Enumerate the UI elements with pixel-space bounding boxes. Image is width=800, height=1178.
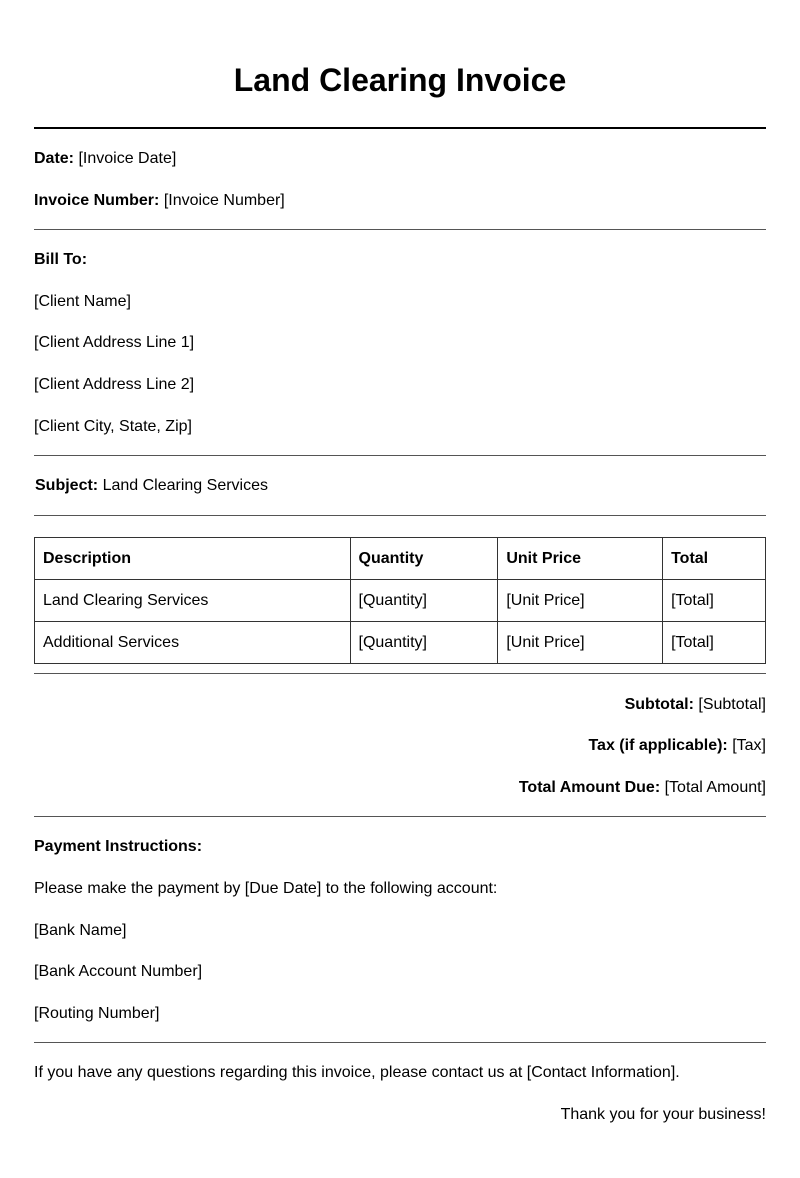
thanks-text: Thank you for your business!	[560, 1106, 766, 1123]
invoice-number-label: Invoice Number:	[34, 192, 160, 209]
contact-text: If you have any questions regarding this invoice, please contact us at [Contact Information].	[34, 1064, 680, 1081]
divider-table	[34, 673, 766, 674]
divider-title	[34, 127, 766, 129]
tax	[588, 736, 766, 756]
bank-name: [Bank Name]	[34, 922, 127, 939]
subject-label: Subject:	[35, 477, 99, 494]
invoice-number-value: [Invoice Number]	[163, 192, 285, 209]
row-quantity: [Quantity]	[350, 580, 498, 622]
tax-label: Tax (if applicable):	[588, 737, 728, 754]
header-quantity: Quantity	[350, 538, 498, 580]
table-row	[35, 580, 766, 622]
client-address-line-2: [Client Address Line 2]	[34, 376, 195, 393]
subtotal	[625, 695, 766, 715]
divider-subject	[34, 515, 766, 516]
row-description: Land Clearing Services	[35, 580, 351, 622]
divider-payment	[34, 1042, 766, 1043]
divider-totals	[34, 816, 766, 817]
total-amount-value: [Total Amount]	[664, 779, 766, 796]
row-total: [Total]	[663, 622, 766, 664]
row-description: Additional Services	[35, 622, 351, 664]
total-amount-label: Total Amount Due:	[518, 779, 661, 796]
bank-account-number: [Bank Account Number]	[34, 963, 203, 980]
bill-to-label: Bill To:	[34, 251, 88, 268]
payment-instruction: Please make the payment by [Due Date] to the following account:	[34, 880, 498, 897]
subject	[35, 476, 268, 496]
subject-value: Land Clearing Services	[102, 477, 268, 494]
total-amount-due	[519, 778, 766, 798]
client-address-line-1: [Client Address Line 1]	[34, 334, 195, 351]
client-name: [Client Name]	[34, 293, 131, 310]
client-city-state-zip: [Client City, State, Zip]	[34, 418, 192, 435]
divider-bill-to	[34, 455, 766, 456]
table-row	[35, 622, 766, 664]
invoice-date-label: Date:	[34, 150, 75, 167]
invoice-date	[34, 149, 176, 169]
tax-value: [Tax]	[732, 737, 766, 754]
table-header-row	[35, 538, 766, 580]
row-total: [Total]	[663, 580, 766, 622]
line-items-table	[34, 537, 766, 664]
page-title: Land Clearing Invoice	[233, 62, 567, 98]
header-description: Description	[35, 538, 351, 580]
subtotal-value: [Subtotal]	[698, 696, 766, 713]
row-unit-price: [Unit Price]	[498, 622, 663, 664]
invoice-number	[34, 191, 285, 211]
row-quantity: [Quantity]	[350, 622, 498, 664]
invoice-date-value: [Invoice Date]	[78, 150, 177, 167]
payment-label: Payment Instructions:	[34, 838, 203, 855]
divider-header	[34, 229, 766, 230]
header-unit-price: Unit Price	[498, 538, 663, 580]
subtotal-label: Subtotal:	[624, 696, 694, 713]
header-total: Total	[663, 538, 766, 580]
bill-to-heading	[34, 250, 87, 270]
row-unit-price: [Unit Price]	[498, 580, 663, 622]
routing-number: [Routing Number]	[34, 1005, 160, 1022]
payment-heading	[34, 837, 202, 857]
